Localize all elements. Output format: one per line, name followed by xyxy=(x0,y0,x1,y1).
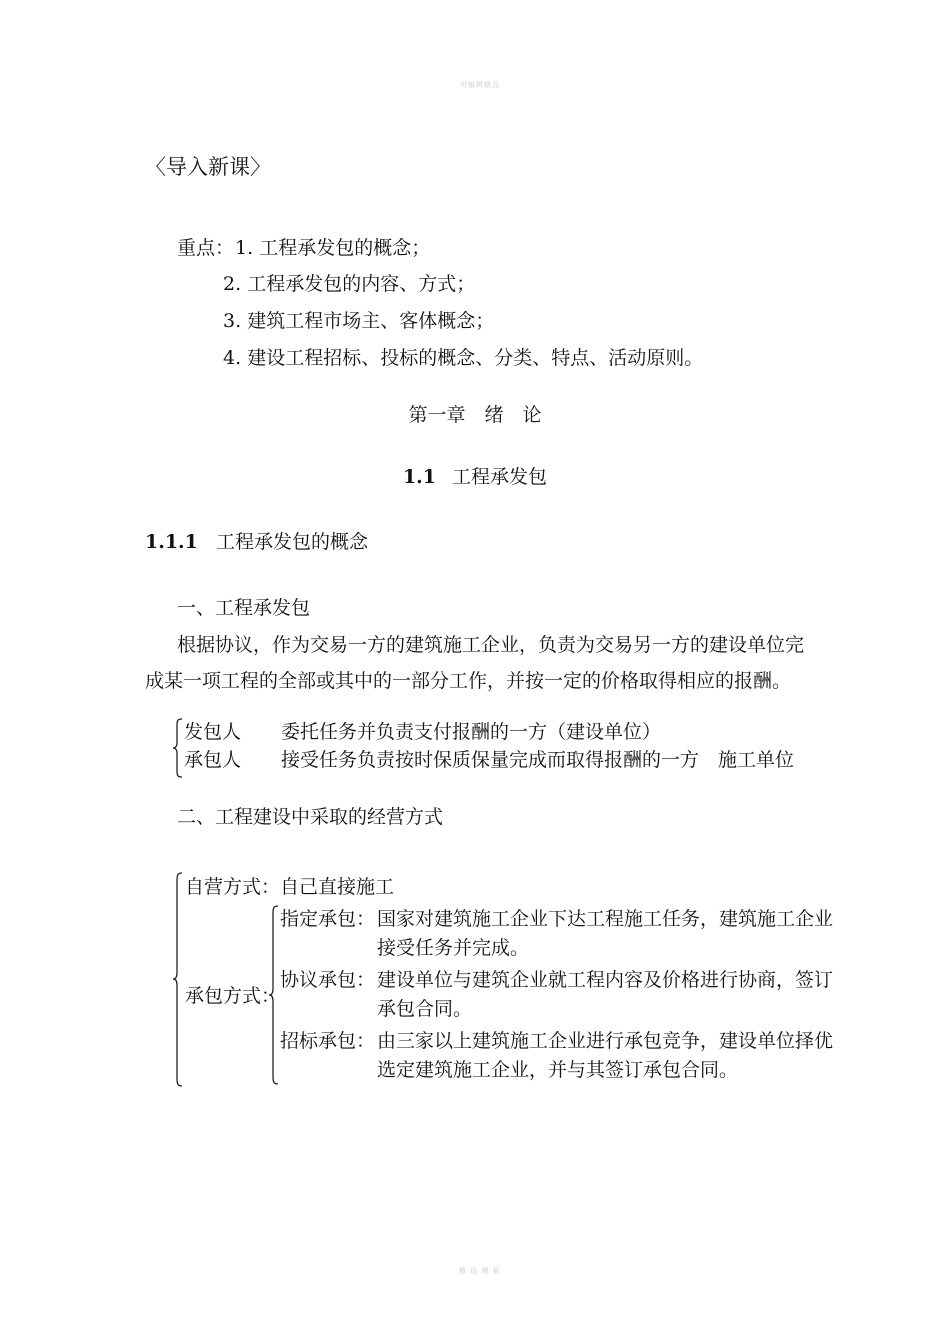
section-heading xyxy=(0,463,950,491)
contract-type-desc-line1: 由三家以上建筑施工企业进行承包竞争，建设单位择优 xyxy=(377,1030,834,1052)
section-title: 工程承发包 xyxy=(452,466,548,488)
key-point-number: 3. xyxy=(223,310,242,332)
subsection-title: 工程承发包的概念 xyxy=(215,531,368,553)
role-term-client: 发包人 xyxy=(184,721,242,743)
role-term-contractor: 承包人 xyxy=(184,749,242,771)
key-point-number: 1. xyxy=(235,237,254,259)
intro-heading: 〈导入新课〉 xyxy=(145,155,271,179)
contract-type-desc-line2: 承包合同。 xyxy=(377,998,473,1020)
key-point-3 xyxy=(223,307,494,335)
contract-type-desc-line2: 接受任务并完成。 xyxy=(377,937,530,959)
subsection-heading xyxy=(145,528,368,556)
key-points-label: 重点： xyxy=(177,237,235,259)
role-desc-contractor: 接受任务负责按时保质保量完成而取得报酬的一方 施工单位 xyxy=(281,749,795,771)
key-point-4 xyxy=(223,344,703,372)
contract-type-desc-line2: 选定建筑施工企业，并与其签订承包合同。 xyxy=(377,1059,739,1081)
key-point-number: 2. xyxy=(223,273,242,295)
footer-mark: 精 选 模 板 xyxy=(459,1267,501,1275)
chapter-title: 第一章 绪 论 xyxy=(408,404,542,426)
contract-type-term-tender: 招标承包： xyxy=(280,1030,376,1052)
subsection-number: 1.1.1 xyxy=(145,531,198,553)
header-mark: 可编辑精品 xyxy=(460,81,500,89)
key-point-1 xyxy=(235,234,430,262)
modes-outer-brace-icon xyxy=(172,872,184,1087)
part1-paragraph-line2: 成某一项工程的全部或其中的一部分工作，并按一定的价格取得相应的报酬。 xyxy=(145,670,792,692)
role-desc-client: 委托任务并负责支付报酬的一方（建设单位） xyxy=(281,721,662,743)
key-point-2 xyxy=(223,270,475,298)
contract-type-term-designated: 指定承包： xyxy=(280,908,376,930)
contract-mode-label: 承包方式： xyxy=(185,985,281,1007)
roles-brace-icon xyxy=(172,718,184,778)
contract-type-desc-line1: 国家对建筑施工企业下达工程施工任务，建筑施工企业 xyxy=(377,908,834,930)
key-point-text: 建筑工程市场主、客体概念； xyxy=(247,310,495,332)
key-point-text: 工程承发包的内容、方式； xyxy=(247,273,476,295)
modes-inner-brace-icon xyxy=(268,905,280,1085)
key-point-text: 工程承发包的概念； xyxy=(259,237,431,259)
contract-type-desc-line1: 建设单位与建筑企业就工程内容及价格进行协商，签订 xyxy=(377,969,834,991)
contract-type-term-negotiated: 协议承包： xyxy=(280,969,376,991)
key-point-text: 建设工程招标、投标的概念、分类、特点、活动原则。 xyxy=(247,347,704,369)
part2-heading: 二、工程建设中采取的经营方式 xyxy=(177,806,444,828)
part1-heading: 一、工程承发包 xyxy=(177,597,311,619)
part1-paragraph-line1: 根据协议，作为交易一方的建筑施工企业，负责为交易另一方的建设单位完 xyxy=(177,634,805,656)
key-point-number: 4. xyxy=(223,347,242,369)
self-mode-text: 自营方式：自己直接施工 xyxy=(185,876,395,898)
section-number: 1.1 xyxy=(402,466,436,488)
